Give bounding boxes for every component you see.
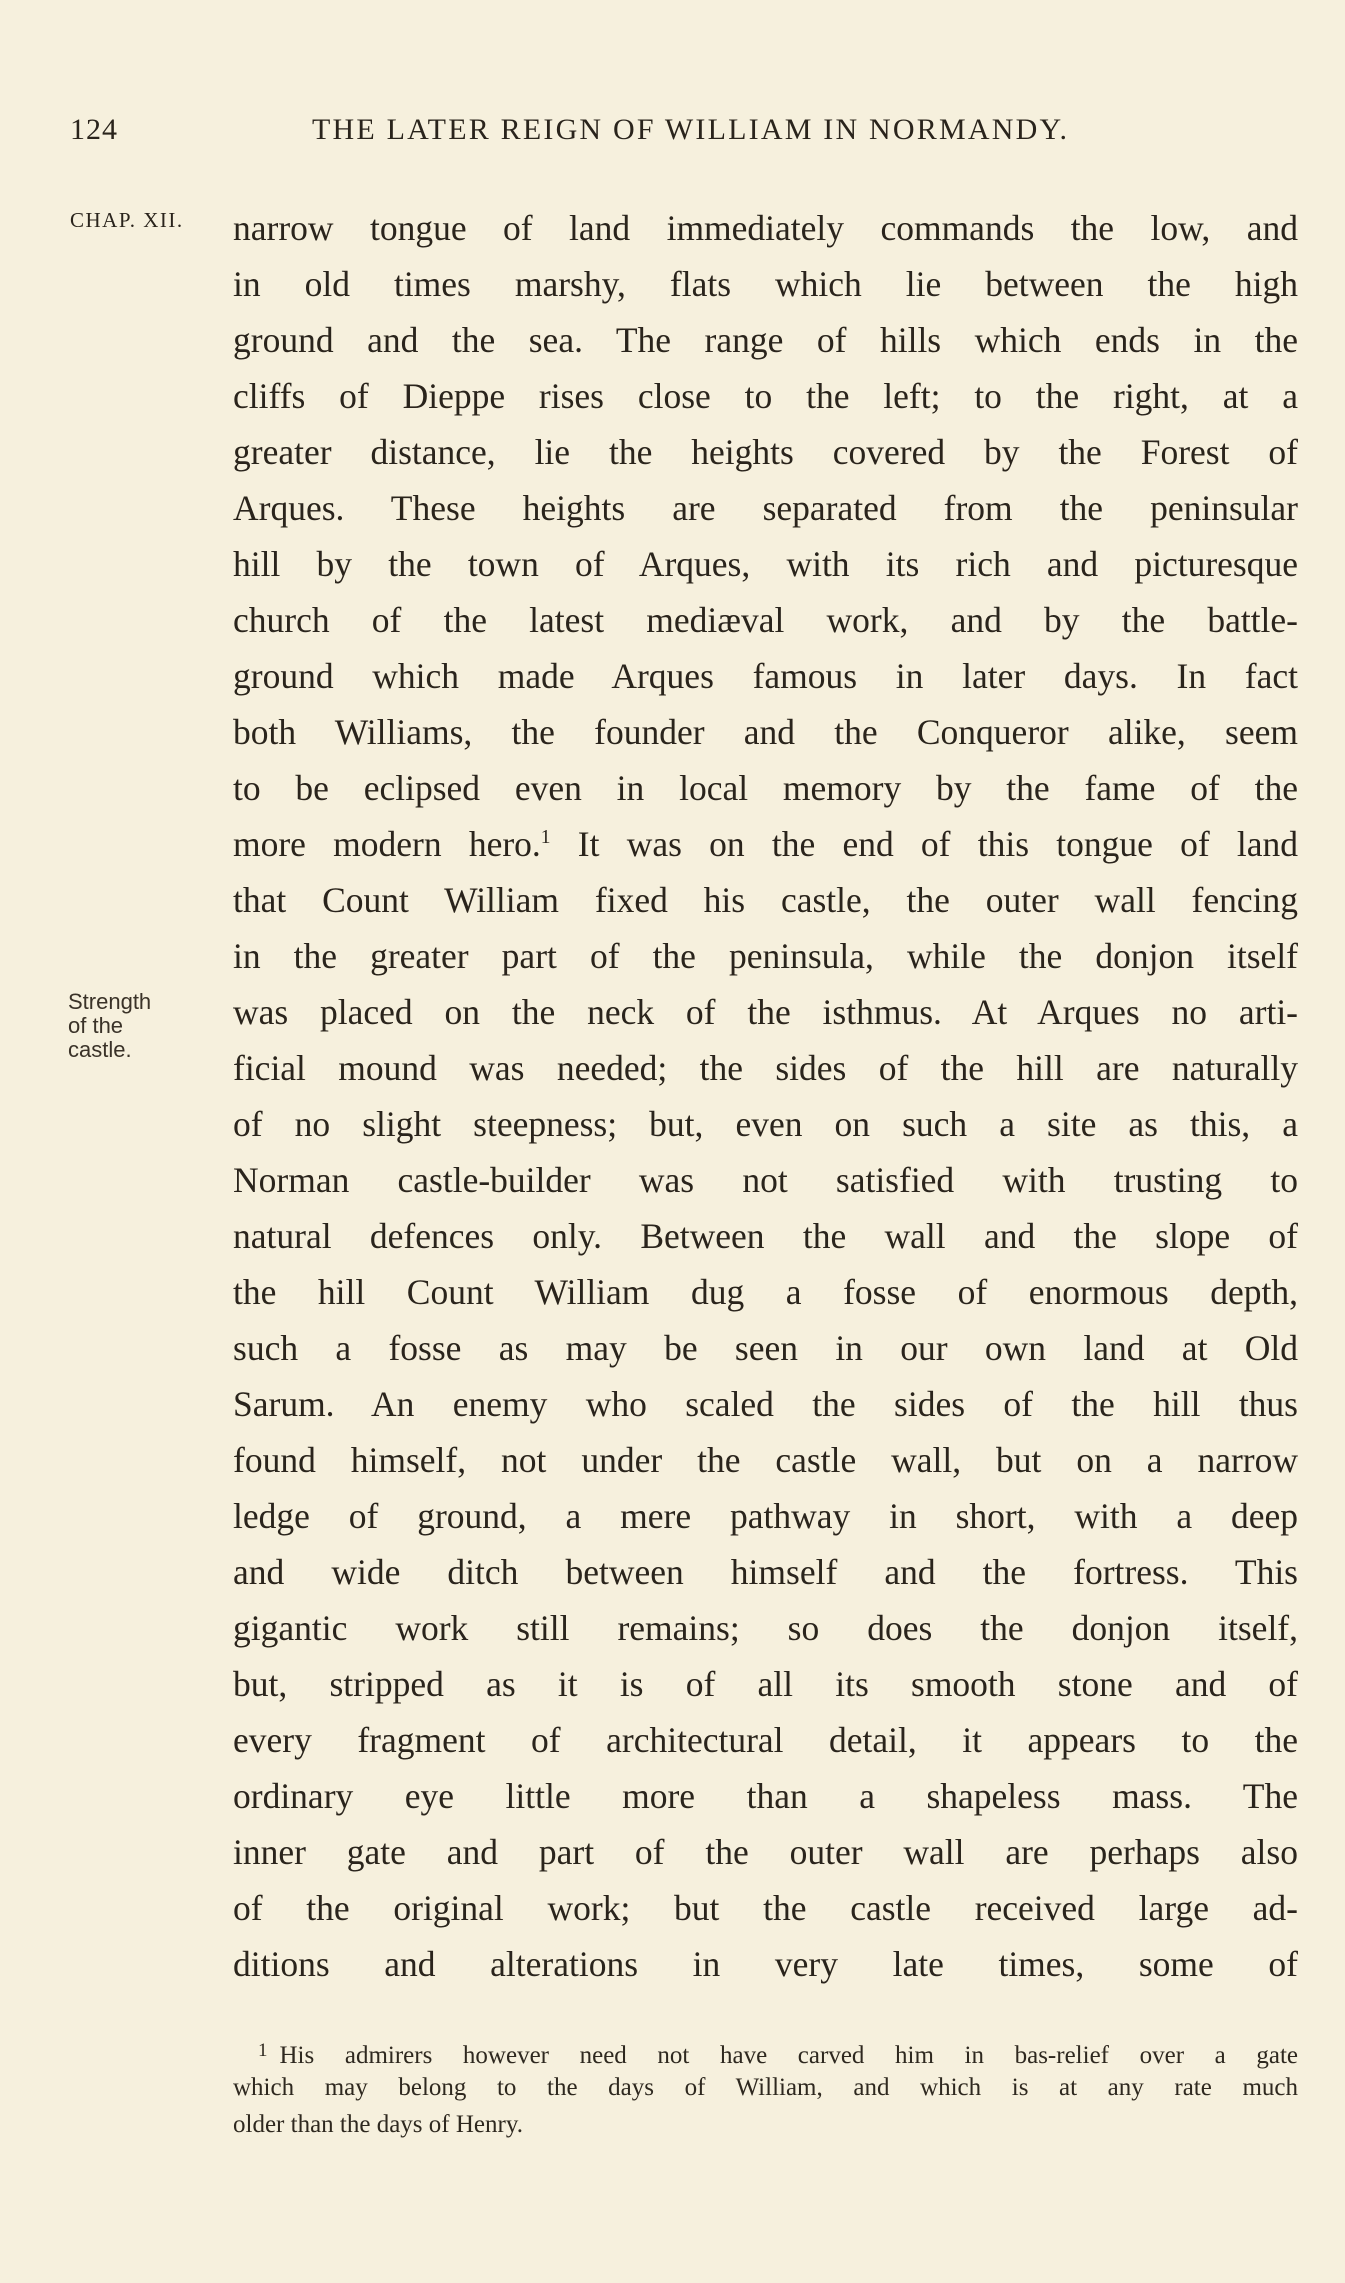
text-line: ground and the sea. The range of hills which ends in the (233, 320, 1298, 360)
text-line: to be eclipsed even in local memory by the fame of the (233, 768, 1298, 808)
page-number: 124 (70, 113, 118, 146)
body-text (233, 200, 1298, 1992)
text-line: Arques. These heights are separated from the peninsular (233, 488, 1298, 528)
footnote-block (233, 2032, 1298, 2143)
text-line: cliffs of Dieppe rises close to the left; to the right, at a (233, 376, 1298, 416)
footnote-line (233, 2032, 1298, 2069)
text-line: narrow tongue of land immediately commands the low, and (233, 208, 1298, 248)
text-line: church of the latest mediæval work, and by the battle- (233, 600, 1298, 640)
text-line: such a fosse as may be seen in our own land at Old (233, 1328, 1298, 1368)
running-title: THE LATER REIGN OF WILLIAM IN NORMANDY. (312, 113, 1070, 146)
footnote-line: which may belong to the days of William, and which is at any rate much (233, 2074, 1298, 2101)
text-line: but, stripped as it is of all its smooth stone and of (233, 1664, 1298, 1704)
text-line: the hill Count William dug a fosse of enormous depth, (233, 1272, 1298, 1312)
text-line: both Williams, the founder and the Conqueror alike, seem (233, 712, 1298, 752)
text-line: ditions and alterations in very late times, some of (233, 1944, 1298, 1984)
text-line: Norman castle-builder was not satisfied with trusting to (233, 1160, 1298, 1200)
footnote-line: older than the days of Henry. (233, 2111, 523, 2138)
marginal-side-note (68, 990, 218, 1062)
text-line: ledge of ground, a mere pathway in short, with a deep (233, 1496, 1298, 1536)
text-line: hill by the town of Arques, with its rich and picturesque (233, 544, 1298, 584)
text-line: every fragment of architectural detail, it appears to the (233, 1720, 1298, 1760)
text-line: and wide ditch between himself and the fortress. This (233, 1552, 1298, 1592)
text-line: of no slight steepness; but, even on such a site as this, a (233, 1104, 1298, 1144)
text-line: greater distance, lie the heights covered by the Forest of (233, 432, 1298, 472)
text-line: natural defences only. Between the wall and the slope of (233, 1216, 1298, 1256)
text-fragment: more modern hero. (233, 824, 541, 864)
side-note-line: castle. (68, 1037, 132, 1062)
footnote-reference: 1 (540, 827, 551, 849)
side-note-line: Strength (68, 989, 152, 1014)
text-line: ground which made Arques famous in later days. In fact (233, 656, 1298, 696)
text-line: inner gate and part of the outer wall are perhaps also (233, 1832, 1298, 1872)
side-note-line: of the (68, 1013, 124, 1038)
text-line: ficial mound was needed; the sides of the hill are naturally (233, 1048, 1298, 1088)
chapter-marker: CHAP. XII. (70, 208, 184, 232)
running-header (70, 110, 1250, 150)
text-line: in the greater part of the peninsula, while the donjon itself (233, 936, 1298, 976)
text-line: that Count William fixed his castle, the outer wall fencing (233, 880, 1298, 920)
text-line: found himself, not under the castle wall, but on a narrow (233, 1440, 1298, 1480)
text-line-with-footnote-ref (233, 816, 1298, 872)
text-line: of the original work; but the castle received large ad- (233, 1888, 1298, 1928)
text-line: ordinary eye little more than a shapeless mass. The (233, 1776, 1298, 1816)
footnote-text: His admirers however need not have carved him in bas-relief over a gate (279, 2042, 1298, 2069)
text-line: in old times marshy, flats which lie between the high (233, 264, 1298, 304)
text-line: gigantic work still remains; so does the donjon itself, (233, 1608, 1298, 1648)
text-line: Sarum. An enemy who scaled the sides of the hill thus (233, 1384, 1298, 1424)
text-fragment: It was on the end of this tongue of land (577, 824, 1299, 864)
footnote-marker: 1 (258, 2040, 268, 2061)
text-line: was placed on the neck of the isthmus. At Arques no arti- (233, 992, 1298, 1032)
